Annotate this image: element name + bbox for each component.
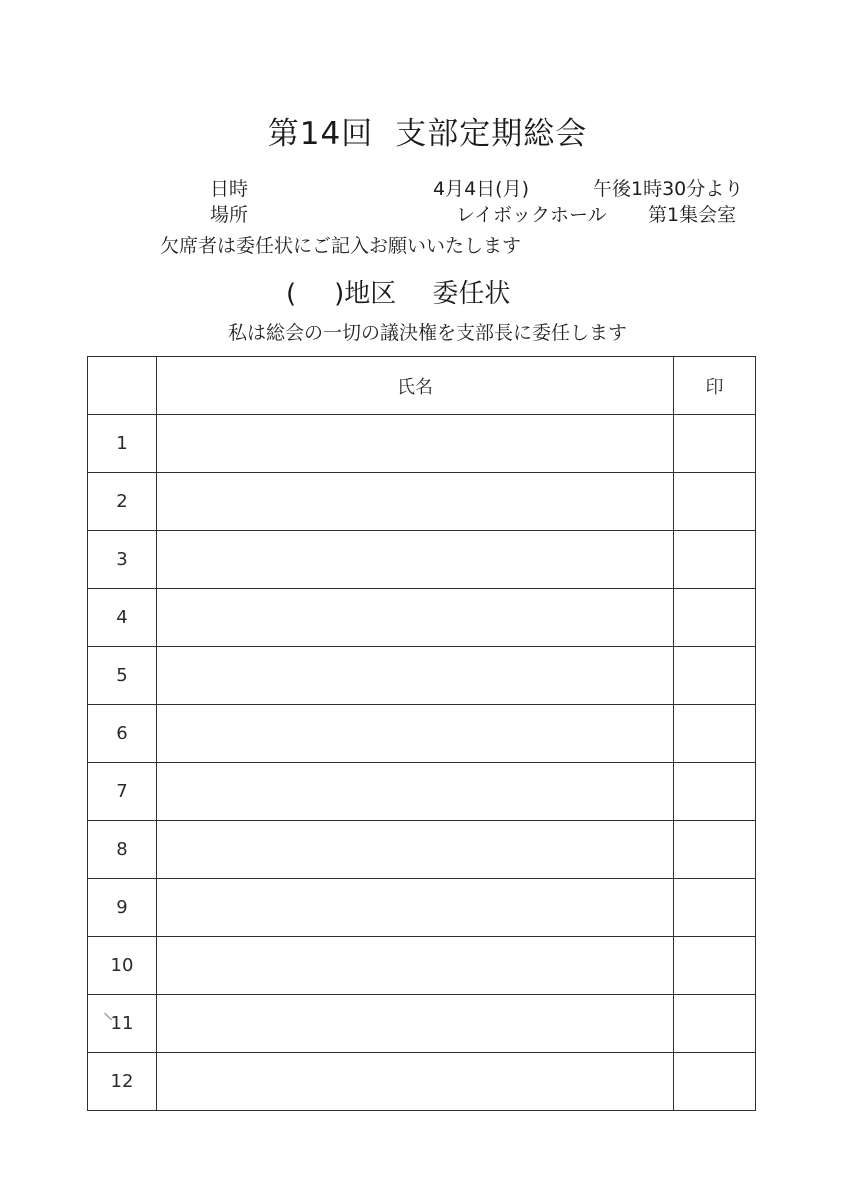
row-number: 2 — [88, 473, 157, 531]
table-row — [88, 763, 756, 821]
header-number — [88, 357, 157, 415]
district-paren-open: ( — [286, 279, 297, 309]
date-label: 日時 — [210, 178, 249, 200]
page-title — [0, 108, 855, 153]
proxy-heading — [286, 273, 510, 310]
date-value: 4月4日(月) — [433, 178, 530, 200]
row-number: 8 — [88, 821, 157, 879]
name-cell[interactable] — [157, 879, 674, 937]
row-number: 7 — [88, 763, 157, 821]
name-cell[interactable] — [157, 415, 674, 473]
table-row — [88, 879, 756, 937]
name-cell[interactable] — [157, 937, 674, 995]
name-cell[interactable] — [157, 995, 674, 1053]
time-value: 午後1時30分より — [593, 178, 744, 200]
place-value: レイボックホール — [456, 204, 607, 226]
proxy-table — [87, 356, 756, 1111]
table-row — [88, 821, 756, 879]
name-cell[interactable] — [157, 705, 674, 763]
table-row — [88, 473, 756, 531]
table-row — [88, 647, 756, 705]
district-label: )地区 — [334, 279, 397, 309]
seal-cell[interactable] — [674, 937, 756, 995]
table-row — [88, 531, 756, 589]
table-row — [88, 937, 756, 995]
row-number: 12 — [88, 1053, 157, 1111]
name-cell[interactable] — [157, 821, 674, 879]
row-number: 9 — [88, 879, 157, 937]
seal-cell[interactable] — [674, 995, 756, 1053]
name-cell[interactable] — [157, 647, 674, 705]
seal-cell[interactable] — [674, 415, 756, 473]
seal-cell[interactable] — [674, 879, 756, 937]
row-number: 11 — [88, 995, 157, 1053]
place-label: 場所 — [210, 204, 249, 226]
seal-cell[interactable] — [674, 531, 756, 589]
row-number: 6 — [88, 705, 157, 763]
seal-cell[interactable] — [674, 705, 756, 763]
proxy-title: 委任状 — [432, 279, 511, 309]
room-value: 第1集会室 — [648, 204, 737, 226]
seal-cell[interactable] — [674, 821, 756, 879]
delegation-statement: 私は総会の一切の議決権を支部長に委任します — [227, 322, 627, 344]
seal-cell[interactable] — [674, 1053, 756, 1111]
row-number: 1 — [88, 415, 157, 473]
name-cell[interactable] — [157, 589, 674, 647]
seal-cell[interactable] — [674, 589, 756, 647]
row-number: 5 — [88, 647, 157, 705]
header-seal: 印 — [674, 357, 756, 415]
row-number: 10 — [88, 937, 157, 995]
table-header-row — [88, 357, 756, 415]
table-row — [88, 589, 756, 647]
name-cell[interactable] — [157, 1053, 674, 1111]
title-meeting-number: 第14回 — [267, 116, 374, 152]
seal-cell[interactable] — [674, 647, 756, 705]
absentee-note: 欠席者は委任状にご記入お願いいたします — [160, 235, 522, 257]
table-row — [88, 995, 756, 1053]
row-number: 3 — [88, 531, 157, 589]
name-cell[interactable] — [157, 473, 674, 531]
row-number: 4 — [88, 589, 157, 647]
seal-cell[interactable] — [674, 473, 756, 531]
header-name: 氏名 — [157, 357, 674, 415]
name-cell[interactable] — [157, 531, 674, 589]
table-row — [88, 415, 756, 473]
table-row — [88, 705, 756, 763]
title-meeting-name: 支部定期総会 — [395, 116, 588, 152]
seal-cell[interactable] — [674, 763, 756, 821]
table-row — [88, 1053, 756, 1111]
name-cell[interactable] — [157, 763, 674, 821]
